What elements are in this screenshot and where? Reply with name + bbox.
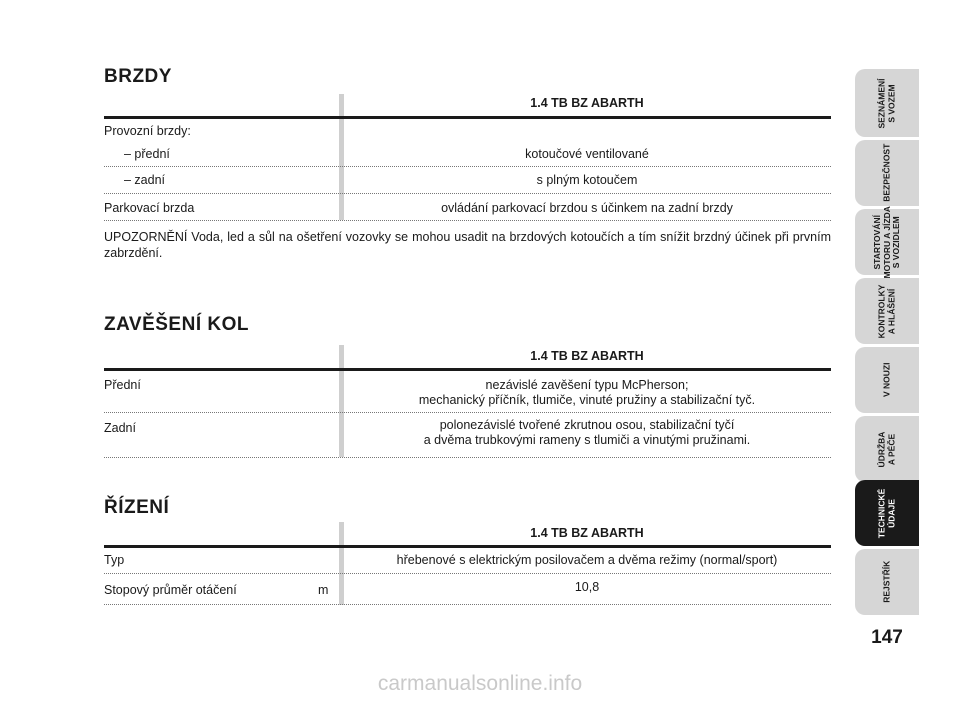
row-divider xyxy=(104,193,831,194)
brakes-row-label: Provozní brzdy: xyxy=(104,124,191,138)
suspension-row-value-line1: nezávislé zavěšení typu McPherson; xyxy=(485,378,689,392)
tab-label: SEZNÁMENÍ S VOZEM xyxy=(876,77,896,129)
steering-row-value: 10,8 xyxy=(574,580,600,594)
row-divider xyxy=(104,220,831,221)
brakes-row-value: ovládání parkovací brzdou s účinkem na zadní brzdy xyxy=(441,201,733,215)
tab-rejstrik[interactable] xyxy=(855,549,919,615)
brakes-row-value: kotoučové ventilované xyxy=(525,147,649,161)
suspension-row-value-line1: polonezávislé tvořené zkrutnou osou, stabilizační tyčí xyxy=(439,418,735,432)
header-rule xyxy=(104,368,831,371)
steering-row-unit: m xyxy=(318,583,329,597)
suspension-row-label: Přední xyxy=(104,378,141,392)
suspension-row-value-line2: a dvěma trubkovými rameny s tlumiči a vinutými pružinami. xyxy=(423,433,751,447)
tab-label: ÚDRŽBA A PÉČE xyxy=(876,431,896,467)
steering-row-label: Stopový průměr otáčení xyxy=(104,583,237,597)
tab-label: BEZPEČNOST xyxy=(881,143,892,203)
brakes-row-label: Parkovací brzda xyxy=(104,201,195,215)
tab-startovani-motoru[interactable] xyxy=(855,205,919,279)
page-number: 147 xyxy=(871,627,903,648)
brakes-title: BRZDY xyxy=(104,66,172,87)
header-rule xyxy=(104,545,831,548)
steering-row-label: Typ xyxy=(104,553,125,567)
row-divider xyxy=(104,573,831,574)
brakes-warning: UPOZORNĚNÍ Voda, led a sůl na ošetření vozovky se mohou usadit na brzdových kotoučích a tím snížit brzdný účinek při prvním zabrzdění. xyxy=(104,230,831,260)
steering-column-header: 1.4 TB BZ ABARTH xyxy=(530,526,644,540)
steering-row-value: hřebenové s elektrickým posilovačem a dvěma režimy (normal/sport) xyxy=(396,553,778,567)
tab-label: V NOUZI xyxy=(881,362,892,398)
suspension-column-header: 1.4 TB BZ ABARTH xyxy=(530,349,644,363)
brakes-row-label: – přední xyxy=(124,147,170,161)
suspension-title: ZAVĚŠENÍ KOL xyxy=(104,314,249,335)
brakes-row-label: – zadní xyxy=(124,173,166,187)
tab-bezpecnost[interactable] xyxy=(855,140,919,206)
tab-technicke-udaje[interactable] xyxy=(855,480,919,546)
watermark: carmanualsonline.info xyxy=(377,672,583,695)
brakes-row-value: s plným kotoučem xyxy=(536,173,638,187)
tab-kontrolky-a-hlaseni[interactable] xyxy=(855,278,919,344)
suspension-row-value-line2: mechanický příčník, tlumiče, vinuté pružiny a stabilizační tyč. xyxy=(418,393,756,407)
steering-title: ŘÍZENÍ xyxy=(104,497,170,518)
tab-label: STARTOVÁNÍ MOTORU A JÍZDA S VOZIDLEM xyxy=(871,205,901,279)
tab-label: TECHNICKÉ ÚDAJE xyxy=(876,488,896,538)
tab-label: KONTROLKY A HLÁŠENÍ xyxy=(876,284,896,338)
brakes-column-header: 1.4 TB BZ ABARTH xyxy=(530,96,644,110)
row-divider xyxy=(104,166,831,167)
suspension-row-label: Zadní xyxy=(104,421,136,435)
tab-v-nouzi[interactable] xyxy=(855,347,919,413)
row-divider xyxy=(104,604,831,605)
tab-seznameni-s-vozem[interactable] xyxy=(855,69,919,137)
tab-label: REJSTŘÍK xyxy=(881,560,892,604)
row-divider xyxy=(104,457,831,458)
header-rule xyxy=(104,116,831,119)
row-divider xyxy=(104,412,831,413)
tab-udrzba-a-pece[interactable] xyxy=(855,416,919,482)
